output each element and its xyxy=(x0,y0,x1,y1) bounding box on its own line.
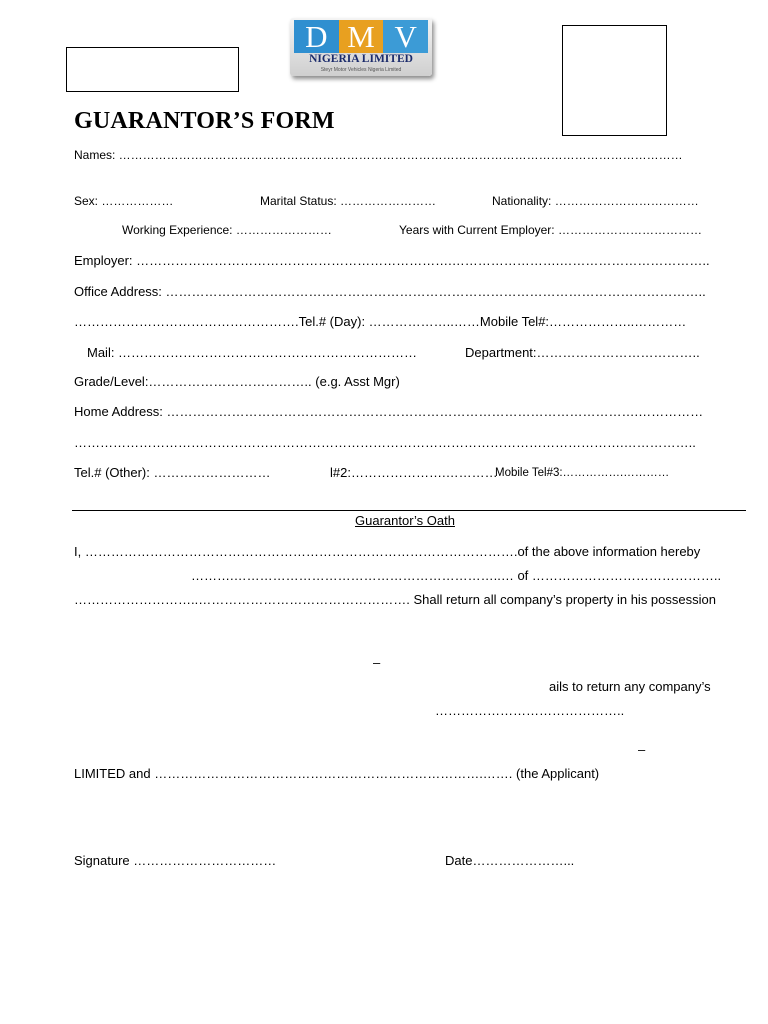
marital-status-field[interactable]: Marital Status: …………………… xyxy=(260,194,437,208)
years-with-employer-field[interactable]: Years with Current Employer: ……………………………… xyxy=(399,223,702,237)
signature-field[interactable]: Signature …………………………… xyxy=(74,853,277,868)
oath-dash-2: – xyxy=(638,742,646,757)
mail-field[interactable]: Mail: …………………………………………………………… xyxy=(87,345,418,360)
home-address-continuation-field[interactable]: ……………………………………………………………………………………………………………….…………….. xyxy=(74,435,696,450)
oath-line-5[interactable]: …………………………………….. xyxy=(435,703,625,718)
form-title: GUARANTOR’S FORM xyxy=(74,108,335,134)
employer-field[interactable]: Employer: ……………………………………………………………….…………………….…………………………….. xyxy=(74,253,710,268)
date-field[interactable]: Date…………………... xyxy=(445,853,575,868)
sex-field[interactable]: Sex: ……………… xyxy=(74,194,174,208)
reference-number-box[interactable] xyxy=(66,47,239,92)
guarantors-oath-heading: Guarantor’s Oath xyxy=(355,513,455,528)
telephone-day-mobile-field[interactable]: …………………………………………….Tel.# (Day): ………………..……Mobile Tel#:………………..………… xyxy=(74,314,687,329)
passport-photo-box xyxy=(562,25,667,136)
mobile-tel-3-field[interactable]: Mobile Tel#3:…………….………… xyxy=(495,467,670,479)
oath-line-3[interactable]: ………………………..…………………………………………. Shall return all company’s property in his possession xyxy=(74,592,716,607)
nationality-field[interactable]: Nationality: ……………………………… xyxy=(492,194,699,208)
oath-dash-1: – xyxy=(373,655,381,670)
oath-line-4: ails to return any company’s xyxy=(549,679,711,694)
office-address-field[interactable]: Office Address: …………………………………………………………………………………………………………….. xyxy=(74,284,706,299)
logo-letter-d: D xyxy=(294,20,339,53)
tel-other-field[interactable]: Tel.# (Other): ……………………… xyxy=(74,465,271,480)
oath-line-1[interactable]: I, ……………………………………………………………………………………….of the above information hereby xyxy=(74,544,701,559)
oath-line-2[interactable]: ……….……………………………………………………..… of …………………………………….. xyxy=(191,568,722,583)
grade-level-field[interactable]: Grade/Level:……………………………….. (e.g. Asst Mgr) xyxy=(74,374,400,389)
logo-letter-m: M xyxy=(339,20,384,53)
logo-letter-v: V xyxy=(383,20,428,53)
logo-letters xyxy=(294,20,428,53)
section-divider xyxy=(72,510,746,511)
oath-line-6-applicant[interactable]: LIMITED and ………………………………………………………………….……. (the Applicant) xyxy=(74,766,600,781)
department-field[interactable]: Department:……………………………….. xyxy=(465,345,700,360)
names-field[interactable]: Names: …………………………………………………………………………………………………………………………… xyxy=(74,148,683,162)
working-experience-field[interactable]: Working Experience: …………………… xyxy=(122,223,332,237)
logo-subtitle: NIGERIA LIMITED xyxy=(309,53,413,65)
company-logo xyxy=(290,18,432,76)
tel-2-field[interactable]: l#2:………………….………… xyxy=(330,465,498,480)
home-address-field[interactable]: Home Address: ……………………………………………………………………………………………….…………… xyxy=(74,404,704,419)
logo-tagline: Steyr Motor Vehicles Nigeria Limited xyxy=(320,67,402,73)
